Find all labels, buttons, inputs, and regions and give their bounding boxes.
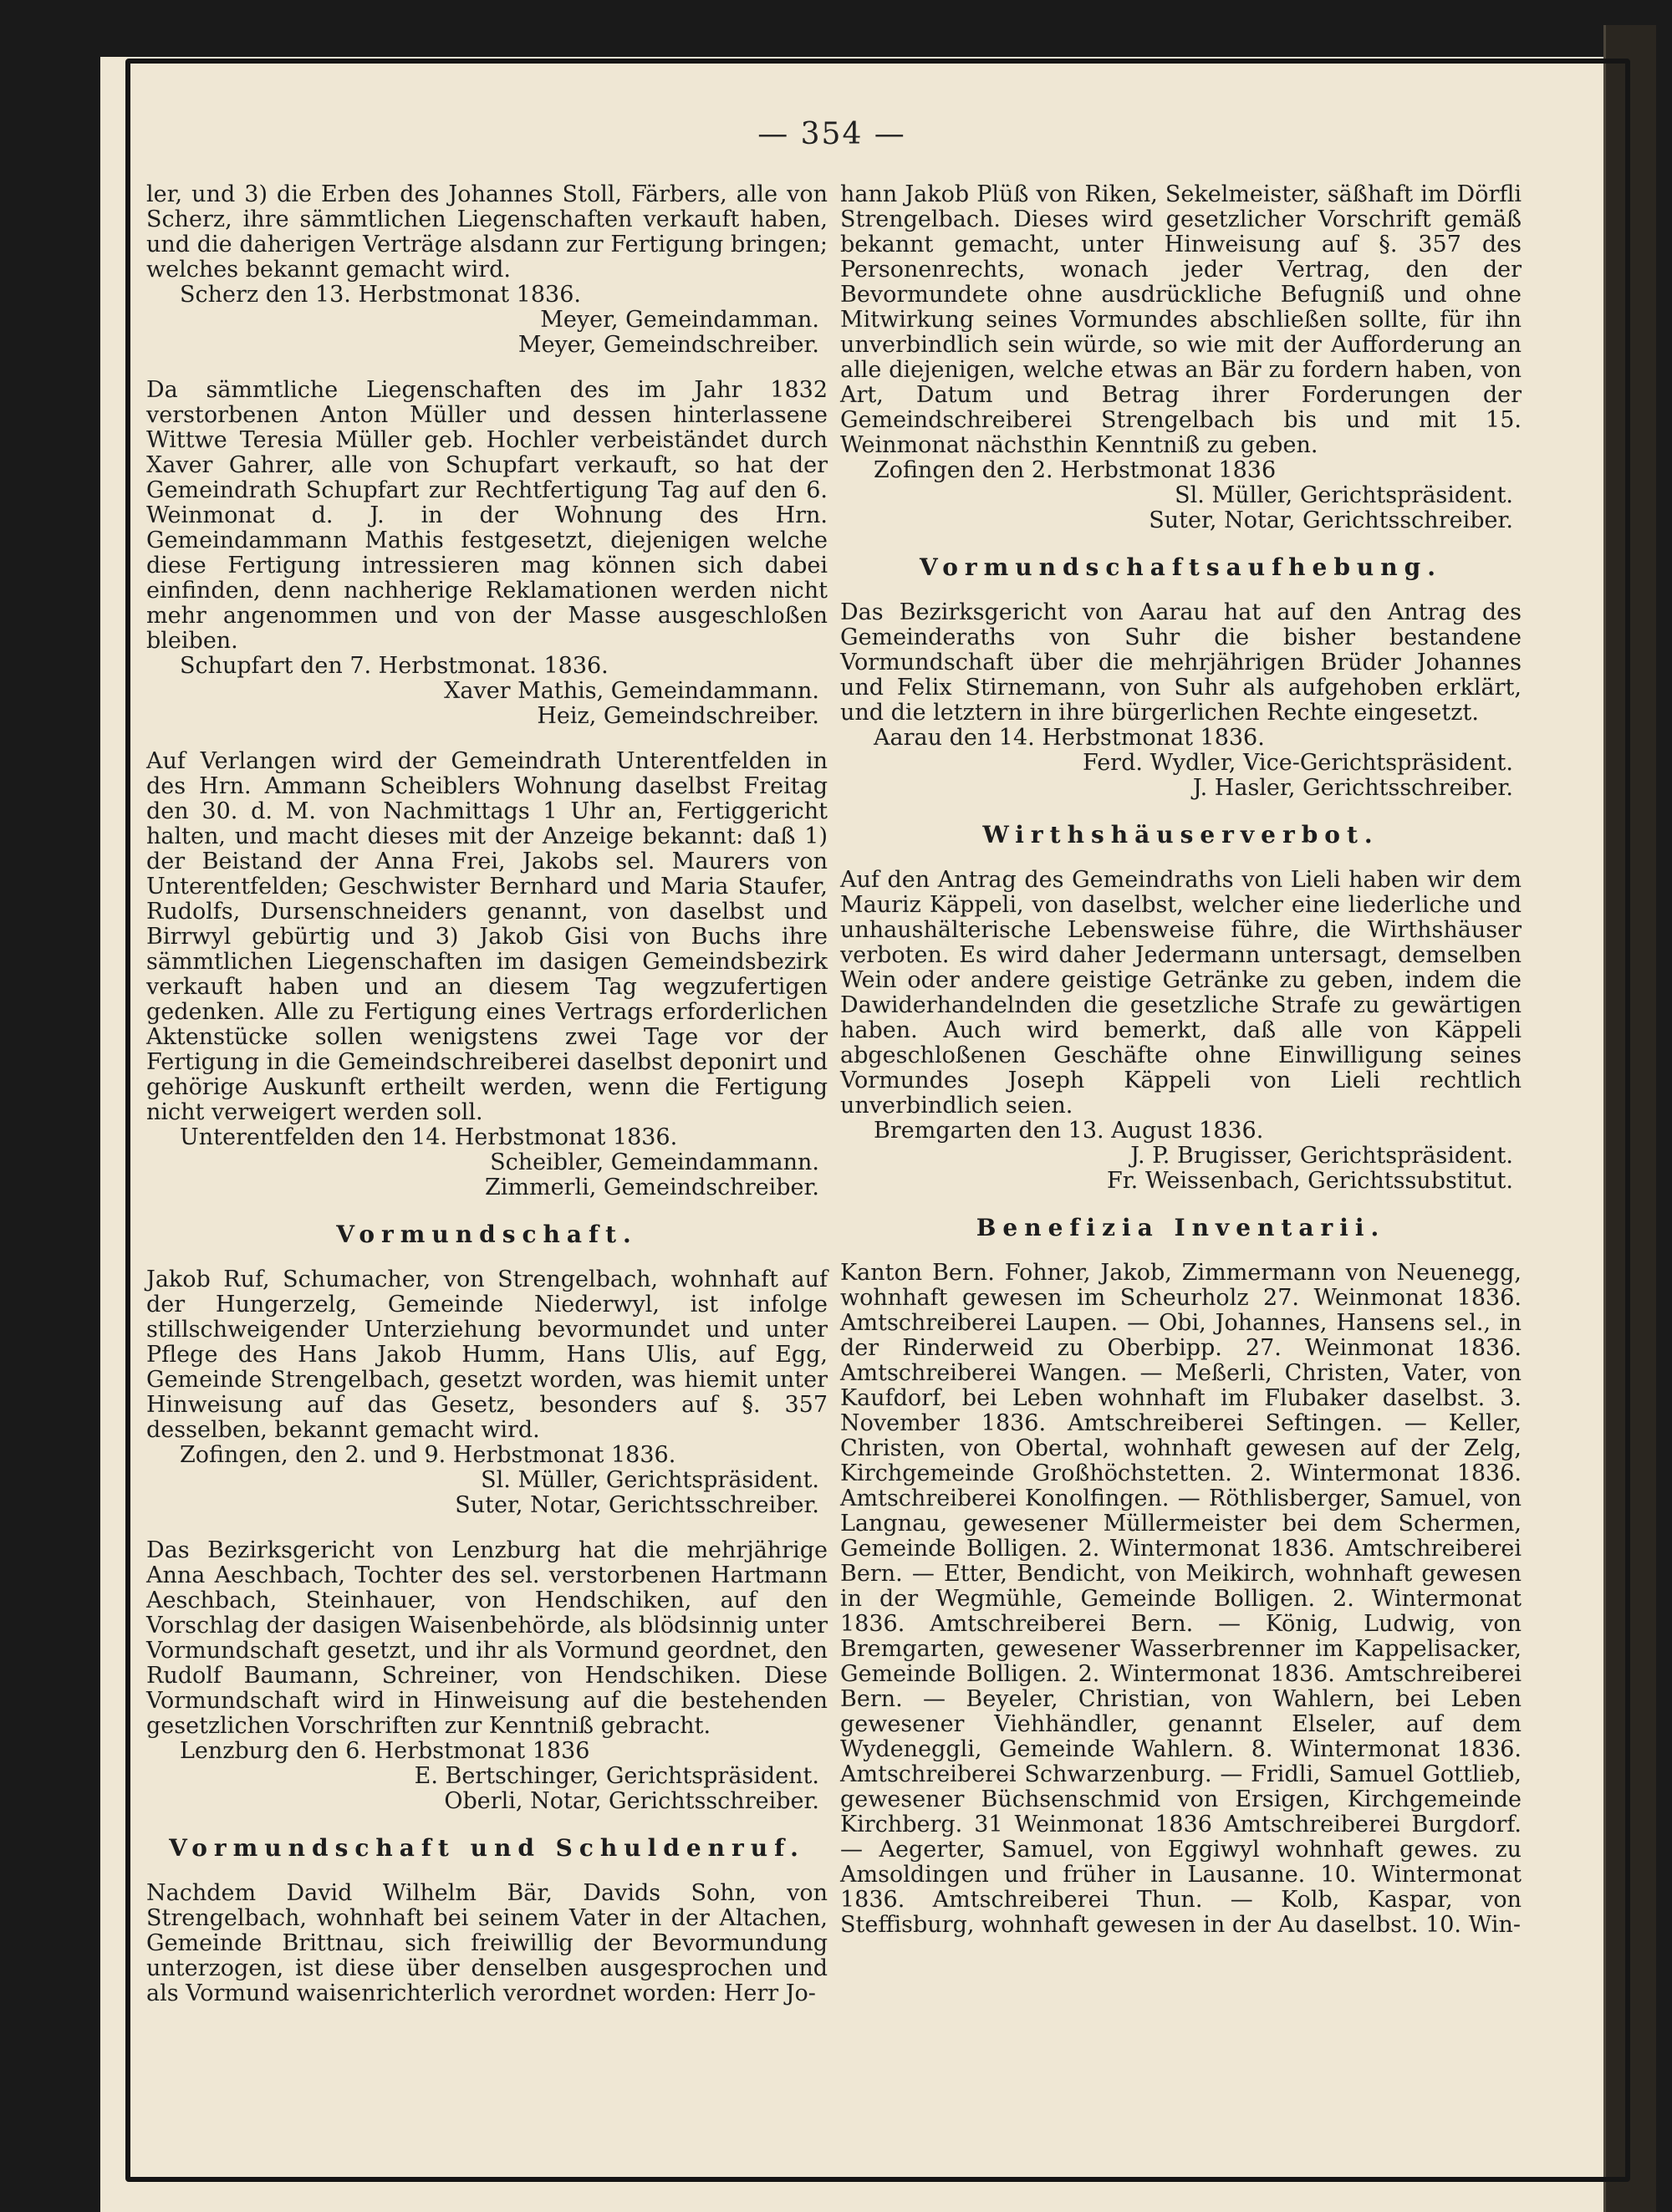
place-date: Unterentfelden den 14. Herbstmonat 1836. xyxy=(180,1124,678,1150)
place-date: Scherz den 13. Herbstmonat 1836. xyxy=(180,282,581,308)
notice-text: Kanton Bern. Fohner, Jakob, Zimmermann von Neuenegg, wohnhaft gewesen im Scheurholz 27. Weinmonat 1836. Amtschreiberei Laupen. — Obi, Johannes, Hansens sel., in der Rinderweid zu Oberbipp. 27. Weinmonat 1836. Amtschreiberei Wangen. — Meßerli, Christen, Vater, von Kaufdorf, bei Leben wohnhaft im Flubaker daselbst. 3. November 1836. Amtschreiberei Seftingen. — Keller, Christen, von Obertal, wohnhaft gewesen auf der Zelg, Kirchgemeinde Großhöchstetten. 2. Wintermonat 1836. Amtschreiberei Konolfingen. — Röthlisberger, Samuel, von Langnau, gewesener Müllermeister bei dem Schermen, Gemeinde Bolligen. 2. Wintermonat 1836. Amtschreiberei Bern. — Etter, Bendicht, von Meikirch, wohnhaft gewesen in der Wegmühle, Gemeinde Bolligen. 2. Wintermonat 1836. Amtschreiberei Bern. — König, Ludwig, von Bremgarten, gewesener Wasserbrenner im Kappelisacker, Gemeinde Bolligen. 2. Wintermonat 1836. Amtschreiberei Bern. — Beyeler, Christian, von Wahlern, bei Leben gewesener Viehhändler, genannt Elseler, auf dem Wydeneggli, Gemeinde Wahlern. 8. Wintermonat 1836. Amtschreiberei Schwarzenburg. — Fridli, Samuel Gottlieb, gewesener Büchsenschmid von Ersigen, Kirchgemeinde Kirchberg. 31 Weinmonat 1836 Amtschreiberei Burgdorf. — Aegerter, Samuel, von Eggiwyl wohnhaft gewes. zu Amsoldingen und früher in Lausanne. 10. Wintermonat 1836. Amtschreiberei Thun. — Kolb, Kaspar, von Steffisburg, wohnhaft gewesen in der Au daselbst. 10. Win- xyxy=(840,1260,1522,1938)
section-heading-benefizia: Benefizia Inventarii. xyxy=(976,1214,1386,1241)
notice-text: Jakob Ruf, Schumacher, von Strengelbach, wohnhaft auf der Hungerzelg, Gemeinde Niederwyl, ist infolge stillschweigender Unterziehung bevormundet und unter Pflege des Hans Jakob Humm, Hans Ulis, auf Egg, Gemeinde Strengelbach, gesetzt worden, was hiemit unter Hinweisung auf das Gesetz, besonders auf §. 357 desselben, bekannt gemacht wird. xyxy=(146,1267,828,1443)
notice-text: Auf Verlangen wird der Gemeindrath Unterentfelden in des Hrn. Ammann Scheiblers Wohnung daselbst Freitag den 30. d. M. von Nachmittags 1 Uhr an, Fertiggericht halten, und macht dieses mit der Anzeige bekannt: daß 1) der Beistand der Anna Frei, Jakobs sel. Maurers von Unterentfelden; Geschwister Bernhard und Maria Staufer, Rudolfs, Dursenschneiders genannt, von daselbst und Birrwyl gebürtig und 3) Jakob Gisi von Buchs ihre sämmtlichen Liegenschaften im dasigen Gemeindsbezirk verkauft haben und an diesem Tag wegzufertigen gedenken. Alle zu Fertigung eines Vertrags erforderlichen Aktenstücke sollen wenigstens zwei Tage vor der Fertigung in die Gemeindschreiberei daselbst deponirt und gehörige Auskunft ertheilt werden, wenn die Fertigung nicht verweigert werden soll. xyxy=(146,748,828,1125)
signature: Sl. Müller, Gerichtspräsident. xyxy=(1175,482,1513,508)
place-date: Schupfart den 7. Herbstmonat. 1836. xyxy=(180,653,609,679)
notice-text: Auf den Antrag des Gemeindraths von Lieli haben wir dem Mauriz Käppeli, von daselbst, welcher eine liederliche und unhaushälterische Lebensweise führe, die Wirthshäuser verboten. Es wird daher Jedermann untersagt, demselben Wein oder andere geistige Getränke zu geben, indem die Dawiderhandelnden die gesetzliche Strafe zu gewärtigen haben. Auch wird bemerkt, daß alle von Käppeli abgeschloßenen Geschäfte ohne Einwilligung seines Vormundes Joseph Käppeli von Lieli rechtlich unverbindlich seien. xyxy=(840,867,1522,1119)
signature: Meyer, Gemeindamman. xyxy=(540,307,819,333)
notice-kanton-bern xyxy=(840,1261,1522,1938)
signature: Scheibler, Gemeindammann. xyxy=(490,1149,819,1175)
place-date: Lenzburg den 6. Herbstmonat 1836 xyxy=(180,1738,590,1764)
notice-text: ler, und 3) die Erben des Johannes Stoll, Färbers, alle von Scherz, ihre sämmtlichen Liegenschaften verkauft haben, und die daherigen Verträge alsdann zur Fertigung bringen; welches bekannt gemacht wird. xyxy=(146,181,828,283)
notice-text: Das Bezirksgericht von Aarau hat auf den Antrag des Gemeinderaths von Suhr die bisher bestandene Vormundschaft über die mehrjährigen Brüder Johannes und Felix Stirnemann, von Suhr als aufgehoben erklärt, und die letztern in ihre bürgerlichen Rechte eingesetzt. xyxy=(840,599,1522,726)
page-number: — 354 — xyxy=(757,117,906,151)
signature: J. P. Brugisser, Gerichtspräsident. xyxy=(1130,1143,1513,1169)
section-heading-aufhebung: Vormundschaftsaufhebung. xyxy=(920,553,1442,581)
place-date: Zofingen den 2. Herbstmonat 1836 xyxy=(874,457,1277,483)
notice-ruf xyxy=(146,1267,828,1518)
notice-schupfart xyxy=(146,378,828,729)
place-date: Zofingen, den 2. und 9. Herbstmonat 1836. xyxy=(180,1442,676,1468)
signature: Ferd. Wydler, Vice-Gerichtspräsident. xyxy=(1082,750,1513,776)
signature: Xaver Mathis, Gemeindammann. xyxy=(444,678,819,704)
notice-text: Das Bezirksgericht von Lenzburg hat die mehrjährige Anna Aeschbach, Tochter des sel. verstorbenen Hartmann Aeschbach, Steinhauer, von Hendschiken, auf den Vorschlag der dasigen Waisenbehörde, als blödsinnig unter Vormundschaft gesetzt, und ihr als Vormund geordnet, den Rudolf Baumann, Schreiner, von Hendschiken. Diese Vormundschaft wird in Hinweisung auf die bestehenden gesetzlichen Vorschriften zur Kenntniß gebracht. xyxy=(146,1537,828,1739)
section-heading-vormundschaft: Vormundschaft. xyxy=(336,1221,638,1248)
right-column xyxy=(840,182,1522,1958)
signature: Zimmerli, Gemeindschreiber. xyxy=(484,1175,819,1200)
signature: Sl. Müller, Gerichtspräsident. xyxy=(481,1467,819,1493)
signature: Suter, Notar, Gerichtsschreiber. xyxy=(455,1492,819,1518)
notice-lenzburg xyxy=(146,1538,828,1814)
notice-baer-continued xyxy=(840,182,1522,533)
section-heading-wirthshaeuserverbot: Wirthshäuserverbot. xyxy=(982,821,1379,849)
notice-text: Nachdem David Wilhelm Bär, Davids Sohn, von Strengelbach, wohnhaft bei seinem Vater in der Altachen, Gemeinde Brittnau, sich freiwillig der Bevormundung unterzogen, ist diese über denselben ausgesprochen und als Vormund waisenrichterlich verordnet worden: Herr Jo- xyxy=(146,1880,828,2006)
notice-text: Da sämmtliche Liegenschaften des im Jahr 1832 verstorbenen Anton Müller und dessen hinterlassene Wittwe Teresia Müller geb. Hochler verbeiständet durch Xaver Gahrer, alle von Schupfart verkauft, so hat der Gemeindrath Schupfart zur Rechtfertigung Tag auf den 6. Weinmonat d. J. in der Wohnung des Hrn. Gemeindammann Mathis festgesetzt, diejenigen welche diese Fertigung intressieren mag können sich dabei einfinden, denn nachherige Reklamationen werden nicht mehr angenommen und von der Masse ausgeschloßen bleiben. xyxy=(146,377,828,654)
place-date: Bremgarten den 13. August 1836. xyxy=(874,1118,1264,1144)
signature: Suter, Notar, Gerichtsschreiber. xyxy=(1149,507,1513,533)
notice-lieli xyxy=(840,868,1522,1194)
signature: Meyer, Gemeindschreiber. xyxy=(517,332,819,358)
signature: Heiz, Gemeindschreiber. xyxy=(537,703,819,729)
notice-text: hann Jakob Plüß von Riken, Sekelmeister, säßhaft im Dörfli Strengelbach. Dieses wird gesetzlicher Vorschrift gemäß bekannt gemacht, unter Hinweisung auf §. 357 des Personenrechts, wonach jeder Vertrag, den der Bevormundete ohne ausdrückliche Befugniß und ohne Mitwirkung seines Vormundes abschließen sollte, für ihn unverbindlich sein würde, so wie mit der Aufforderung an alle diejenigen, welche etwas an Bär zu fordern haben, von Art, Datum und Betrag ihrer Forderungen der Gemeindschreiberei Strengelbach bis und mit 15. Weinmonat nächsthin Kenntniß zu geben. xyxy=(840,181,1522,458)
notice-scherz xyxy=(146,182,828,358)
signature: E. Bertschinger, Gerichtspräsident. xyxy=(414,1763,819,1789)
signature: J. Hasler, Gerichtsschreiber. xyxy=(1192,775,1513,801)
notice-aarau xyxy=(840,600,1522,801)
signature: Oberli, Notar, Gerichtsschreiber. xyxy=(444,1788,819,1814)
notice-unterentfelden xyxy=(146,749,828,1200)
signature: Fr. Weissenbach, Gerichtssubstitut. xyxy=(1107,1168,1513,1194)
left-column xyxy=(146,182,828,2026)
section-heading-schuldenruf: Vormundschaft und Schuldenruf. xyxy=(169,1834,805,1862)
place-date: Aarau den 14. Herbstmonat 1836. xyxy=(874,725,1265,751)
notice-baer xyxy=(146,1881,828,2006)
